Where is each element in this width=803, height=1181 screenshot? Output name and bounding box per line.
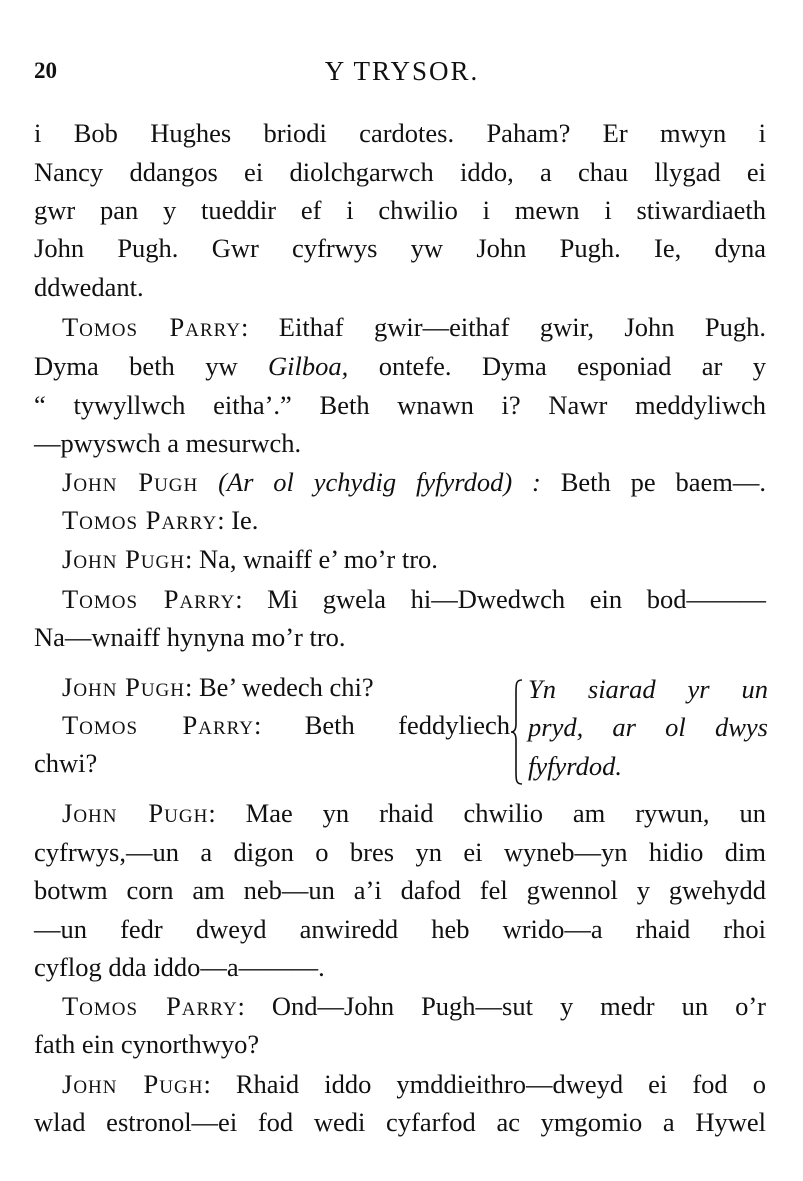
text-line: wlad estronol—ei fod wedi cyfarfod ac ymgomio a Hywel (34, 1107, 766, 1137)
text-line: John Pugh. Gwr cyfrwys yw John Pugh. Ie, dyna (34, 233, 766, 263)
text-line: i Bob Hughes briodi cardotes. Paham? Er mwyn i (34, 118, 766, 148)
speaker-name: John Pugh (62, 1069, 204, 1099)
stage-line: fyfyrdod. (528, 751, 622, 781)
speech-text: : Be’ wedech chi? (185, 672, 374, 702)
speech-text: : Rhaid iddo ymddieithro—dweyd ei fod o (203, 1069, 766, 1099)
speech-text: Dyma beth yw (34, 351, 269, 381)
speech-text: : Ie. (217, 505, 259, 535)
speech-text: : Mae yn rhaid chwilio am rywun, un (208, 798, 766, 828)
text-line: cyflog dda iddo—a———. (34, 952, 325, 982)
speaker-name: Tomos Parry (62, 584, 236, 614)
text-line: “ tywyllwch eitha’.” Beth wnawn i? Nawr meddyliwch (34, 390, 766, 420)
page-number: 20 (34, 58, 57, 83)
speech-text: ontefe. Dyma esponiad ar y (348, 351, 766, 381)
text-line: cyfrwys,—un a digon o bres yn ei wyneb—yn hidio dim (34, 837, 766, 867)
speaker-name: John Pugh (62, 467, 199, 497)
stage-line: Yn siarad yr un (528, 674, 768, 704)
dialogue-line (34, 501, 766, 539)
text-line: Na—wnaiff hynyna mo’r tro. (34, 622, 346, 652)
speaker-name: John Pugh (62, 798, 209, 828)
text-line: —pwyswch a mesurwch. (34, 428, 302, 458)
text-line: chwi? (34, 748, 98, 778)
speaker-name: Tomos Parry (62, 312, 242, 342)
speech-text: : Mi gwela hi—Dwedwch ein bod——— (235, 584, 766, 614)
book-page (34, 0, 770, 1181)
dialogue-line (34, 580, 766, 618)
text-line: fath ein cynorthwyo? (34, 1029, 260, 1059)
speaker-name: Tomos Parry (62, 505, 218, 535)
speech-text: : Ond—John Pugh—sut y medr un o’r (237, 991, 766, 1021)
page-header (34, 56, 770, 90)
stage-direction-inline: (Ar ol ychydig fyfyrdod) : (218, 467, 541, 497)
speaker-name: John Pugh (62, 672, 186, 702)
text-line: ddwedant. (34, 272, 144, 302)
dialogue-line (34, 1065, 766, 1103)
stage-line: pryd, ar ol dwys (528, 712, 768, 742)
speaker-name: John Pugh (62, 544, 186, 574)
speech-text: Beth pe baem—. (540, 467, 766, 497)
dialogue-line (34, 668, 484, 706)
text-line: botwm corn am neb—un a’i dafod fel gwennol y gwehydd (34, 875, 766, 905)
dialogue-line (34, 463, 766, 501)
speaker-name: Tomos Parry (62, 991, 238, 1021)
text-line: gwr pan y tueddir ef i chwilio i mewn i stiwardiaeth (34, 195, 766, 225)
brace-icon (510, 678, 524, 786)
text-line: Nancy ddangos ei diolchgarwch iddo, a chau llygad ei (34, 157, 766, 187)
dialogue-line (34, 308, 766, 346)
dialogue-line (34, 794, 766, 832)
speech-text: : Eithaf gwir—eithaf gwir, John Pugh. (241, 312, 767, 342)
dialogue-line (34, 706, 510, 744)
text-line (34, 347, 766, 385)
speaker-name: Tomos Parry (62, 710, 254, 740)
text-line: —un fedr dweyd anwiredd heb wrido—a rhaid rhoi (34, 914, 766, 944)
speech-text: : Beth feddyliech (253, 710, 510, 740)
dialogue-line (34, 987, 766, 1025)
running-title: Y TRYSOR. (324, 56, 480, 86)
dialogue-line (34, 540, 766, 578)
speech-text: : Na, wnaiff e’ mo’r tro. (185, 544, 438, 574)
emphasis-text: Gilboa, (268, 351, 349, 381)
